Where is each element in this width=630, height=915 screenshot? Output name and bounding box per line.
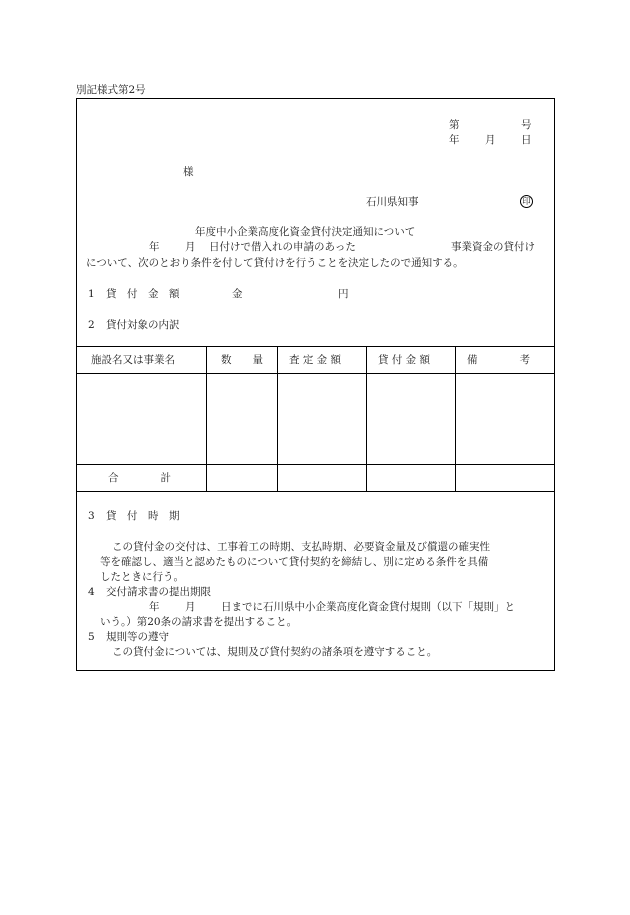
number-suffix: 号 — [521, 119, 532, 131]
section5-text: この貸付金については、規則及び貸付契約の諸条項を遵守すること。 — [112, 646, 438, 658]
intro-tail: 事業資金の貸付け — [451, 241, 535, 253]
table-total-label: 合 計 — [108, 472, 171, 484]
section5-label: 規則等の遵守 — [106, 631, 169, 643]
addressee-honorific: 様 — [183, 166, 194, 178]
section3-text-line: したときに行う。 — [100, 571, 184, 583]
number-prefix: 第 — [449, 119, 460, 131]
section1-kin: 金 — [232, 288, 243, 300]
intro-text: 日付けで借入れの申請のあった — [209, 241, 356, 253]
table-total-line — [76, 464, 555, 465]
seal-mark: 印 — [520, 195, 533, 208]
table-header-assessed: 査 定 金 額 — [289, 354, 342, 366]
section3-label: 貸 付 時 期 — [106, 510, 180, 522]
table-col-divider — [206, 346, 207, 491]
section2-number: 2 — [88, 319, 95, 331]
section4-number: 4 — [88, 586, 95, 598]
table-top-line — [76, 346, 555, 347]
table-header-line — [76, 373, 555, 374]
section4-text: 日までに石川県中小企業高度化資金貸付規則（以下「規則」と — [221, 601, 515, 613]
section2-label: 貸付対象の内訳 — [106, 319, 180, 331]
date-year: 年 — [449, 134, 460, 146]
section4-year: 年 — [149, 601, 160, 613]
form-id: 別記様式第2号 — [76, 84, 146, 96]
section1-yen: 円 — [338, 288, 349, 300]
section3-number: 3 — [88, 510, 95, 522]
section3-text-line: 等を確認し、適当と認めたものについて貸付契約を締結し、別に定める条件を具備 — [100, 556, 489, 568]
issuer-title: 石川県知事 — [366, 196, 419, 208]
section4-label: 交付請求書の提出期限 — [106, 586, 211, 598]
table-header-quantity: 数 量 — [221, 354, 263, 366]
table-header-remarks: 備 考 — [467, 354, 530, 366]
table-header-facility: 施設名又は事業名 — [91, 354, 175, 366]
subject-title: 年度中小企業高度化資金貸付決定通知について — [195, 226, 416, 238]
intro-year: 年 — [149, 241, 160, 253]
date-day: 日 — [521, 134, 532, 146]
section3-text-line: この貸付金の交付は、工事着工の時期、支払時期、必要資金量及び償還の確実性 — [112, 541, 490, 553]
section5-number: 5 — [88, 631, 95, 643]
table-col-divider — [455, 346, 456, 491]
table-bottom-line — [76, 491, 555, 492]
section4-line2: いう。）第20条の請求書を提出すること。 — [100, 616, 298, 628]
intro-month: 月 — [185, 241, 196, 253]
section1-number: 1 — [88, 288, 95, 300]
intro-line2: について、次のとおり条件を付して貸付けを行うことを決定したので通知する。 — [86, 257, 464, 269]
table-col-divider — [366, 346, 367, 491]
table-header-loan: 貸 付 金 額 — [378, 354, 431, 366]
section4-month: 月 — [185, 601, 196, 613]
date-month: 月 — [485, 134, 496, 146]
table-col-divider — [277, 346, 278, 491]
section1-label: 貸 付 金 額 — [106, 288, 180, 300]
